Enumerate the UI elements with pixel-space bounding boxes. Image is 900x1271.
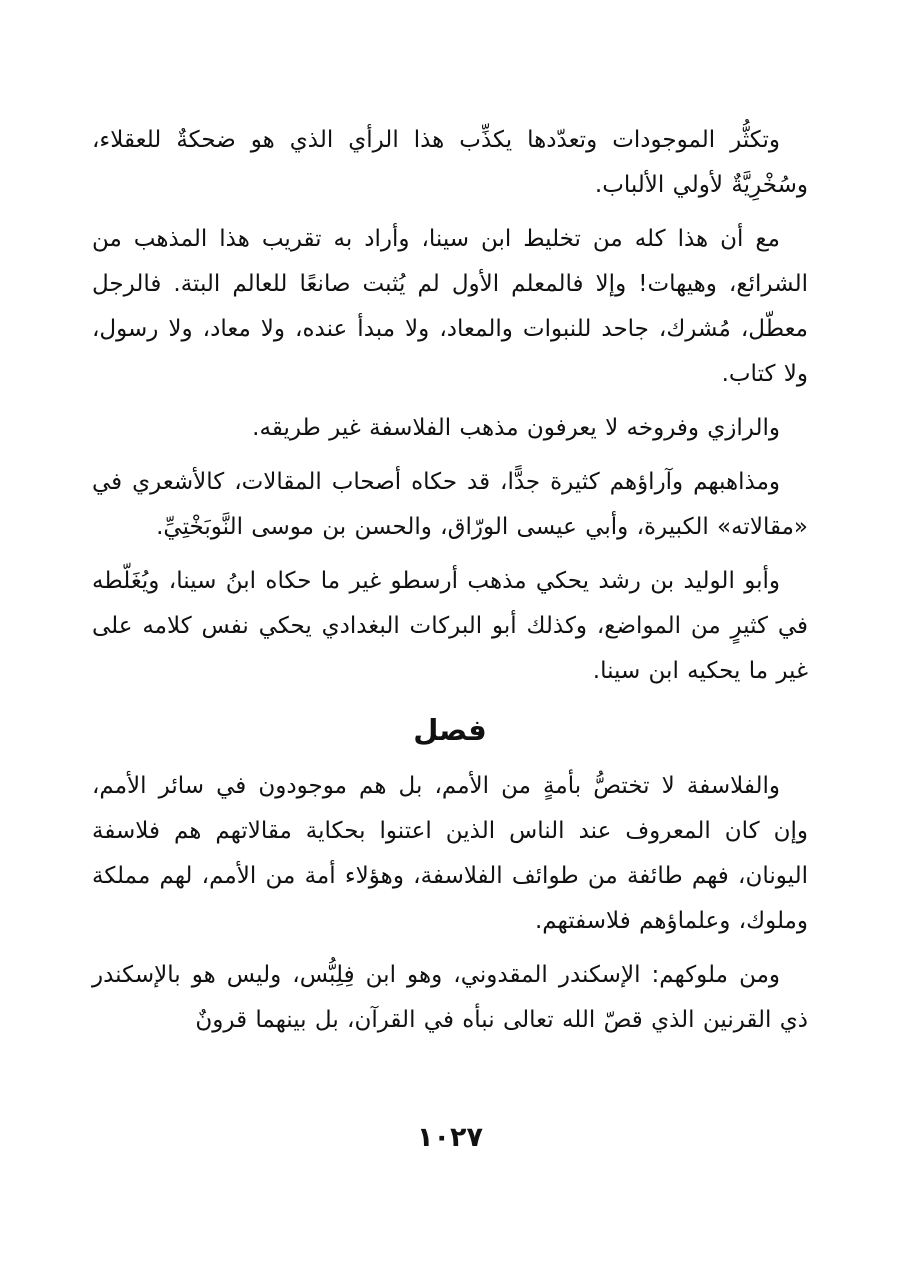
page-number: ١٠٢٧	[417, 1122, 483, 1153]
section-heading: فصل	[413, 713, 487, 747]
paragraph-5: وأبو الوليد بن رشد يحكي مذهب أرسطو غير ما حكاه ابنُ سينا، ويُغَلّطه في كثيرٍ من المواضع، وكذلك أبو البركات البغدادي يحكي نفس كلامه على غير ما يحكيه ابن سينا.	[92, 568, 808, 684]
section-paragraph-2: ومن ملوكهم: الإسكندر المقدوني، وهو ابن فِلِبُّس، وليس هو بالإسكندر ذي القرنين الذي قصّ الله تعالى نبأه في القرآن، بل بينهما قرونٌ	[92, 962, 808, 1033]
paragraph-2: مع أن هذا كله من تخليط ابن سينا، وأراد به تقريب هذا المذهب من الشرائع، وهيهات! وإلا فالمعلم الأول لم يُثبت صانعًا للعالم البتة. فالرجل معطّل، مُشرك، جاحد للنبوات والمعاد، ولا مبدأ عنده، ولا معاد، ولا رسول، ولا كتاب.	[92, 226, 808, 387]
section-paragraph-1: والفلاسفة لا تختصُّ بأمةٍ من الأمم، بل هم موجودون في سائر الأمم، وإن كان المعروف عند الناس الذين اعتنوا بحكاية مقالاتهم هم فلاسفة اليونان، فهم طائفة من طوائف الفلاسفة، وهؤلاء أمة من الأمم، لهم مملكة وملوك، وعلماؤهم فلاسفتهم.	[92, 773, 808, 934]
page-body	[92, 118, 808, 1052]
paragraph-1: وتكثُّر الموجودات وتعدّدها يكذِّب هذا الرأي الذي هو ضحكةٌ للعقلاء، وسُخْرِيَّةٌ لأولي الألباب.	[92, 127, 808, 198]
paragraph-4: ومذاهبهم وآراؤهم كثيرة جدًّا، قد حكاه أصحاب المقالات، كالأشعري في «مقالاته» الكبيرة، وأبي عيسى الورّاق، والحسن بن موسى النَّوبَخْتِيِّ.	[92, 469, 808, 540]
paragraph-3: والرازي وفروخه لا يعرفون مذهب الفلاسفة غير طريقه.	[252, 415, 780, 441]
